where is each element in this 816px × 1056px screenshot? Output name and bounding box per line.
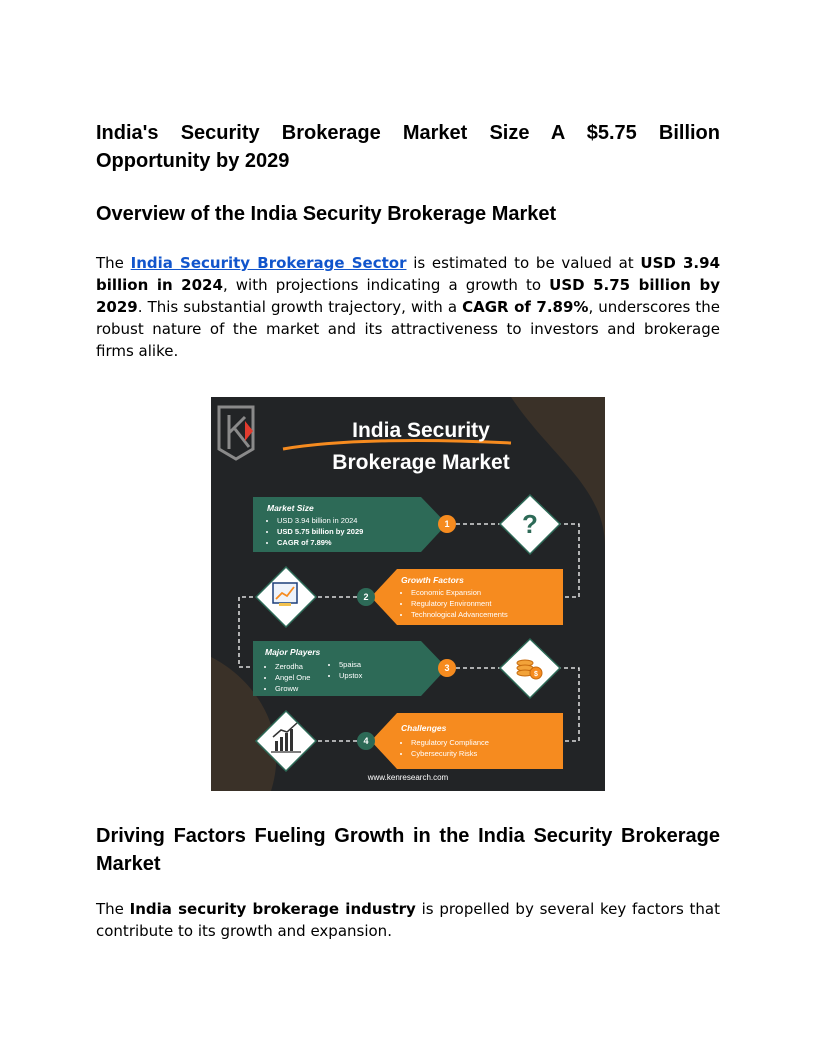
infographic-title-line1: India Security xyxy=(352,419,490,442)
page-title: India's Security Brokerage Market Size A $5.75 Billion Opportunity by 2029 xyxy=(96,122,720,172)
growth-factors-title: Growth Factors xyxy=(401,575,464,585)
market-size-list xyxy=(267,515,363,548)
list-item: • Zerodha xyxy=(275,661,310,672)
step-number-1: 1 xyxy=(438,515,456,533)
list-item: • Regulatory Compliance xyxy=(411,737,489,748)
list-item: • Angel One xyxy=(275,672,310,683)
step-number-4: 4 xyxy=(357,732,375,750)
challenges-section xyxy=(397,713,563,769)
list-item: • Regulatory Environment xyxy=(411,598,508,609)
intro-text-1: The xyxy=(96,254,131,272)
step-number-2: 2 xyxy=(357,588,375,606)
list-item: • 5paisa xyxy=(339,659,362,670)
list-item: • USD 3.94 billion in 2024 xyxy=(277,515,363,526)
cagr-value: CAGR of 7.89% xyxy=(462,298,589,316)
market-size-section xyxy=(253,497,433,553)
intro-text-2: is estimated to be valued at xyxy=(406,254,641,272)
growth-factors-list xyxy=(401,587,508,620)
growth-chart-icon xyxy=(273,583,297,606)
list-item: • Technological Advancements xyxy=(411,609,508,620)
major-players-section xyxy=(253,641,433,697)
ken-logo-icon xyxy=(219,407,253,459)
drivers-paragraph xyxy=(96,898,720,942)
challenges-title: Challenges xyxy=(401,723,447,733)
intro-text-3: , with projections indicating a growth to xyxy=(222,276,550,294)
overview-heading: Overview of the India Security Brokerage Market xyxy=(96,203,557,225)
list-item: • Upstox xyxy=(339,670,362,681)
challenges-list xyxy=(401,737,489,759)
intro-text-4: . This substantial growth trajectory, with a xyxy=(137,298,463,316)
intro-text-5: , underscores the robust nature of the market and its attractiveness to investors and brokerage firms alike. xyxy=(96,298,720,360)
infographic-title-line2: Brokerage Market xyxy=(332,451,510,474)
intro-paragraph xyxy=(96,252,720,362)
website-url: www.kenresearch.com xyxy=(367,773,449,782)
drivers-heading: Driving Factors Fueling Growth in the India Security Brokerage Market xyxy=(96,825,720,875)
list-item: • CAGR of 7.89% xyxy=(277,537,363,548)
value-2029: USD 5.75 billion by 2029 xyxy=(96,276,720,316)
market-infographic xyxy=(211,397,605,791)
sector-link[interactable]: India Security Brokerage Sector xyxy=(130,254,407,272)
question-icon: ? xyxy=(522,509,538,539)
market-size-title: Market Size xyxy=(267,503,314,513)
value-2024: USD 3.94 billion in 2024 xyxy=(96,254,721,294)
major-players-list-2 xyxy=(329,659,362,681)
industry-term: India security brokerage industry xyxy=(129,900,416,918)
svg-text:$: $ xyxy=(534,671,538,678)
list-item: • Groww xyxy=(275,683,310,694)
list-item: • Cybersecurity Risks xyxy=(411,748,489,759)
drivers-text-2: is propelled by several key factors that contribute to its growth and expansion. xyxy=(96,900,720,940)
growth-factors-section xyxy=(397,569,563,625)
list-item: • Economic Expansion xyxy=(411,587,508,598)
major-players-title: Major Players xyxy=(265,647,321,657)
drivers-text-1: The xyxy=(96,900,130,918)
major-players-list-1 xyxy=(265,661,310,694)
step-number-3: 3 xyxy=(438,659,456,677)
list-item: • USD 5.75 billion by 2029 xyxy=(277,526,363,537)
